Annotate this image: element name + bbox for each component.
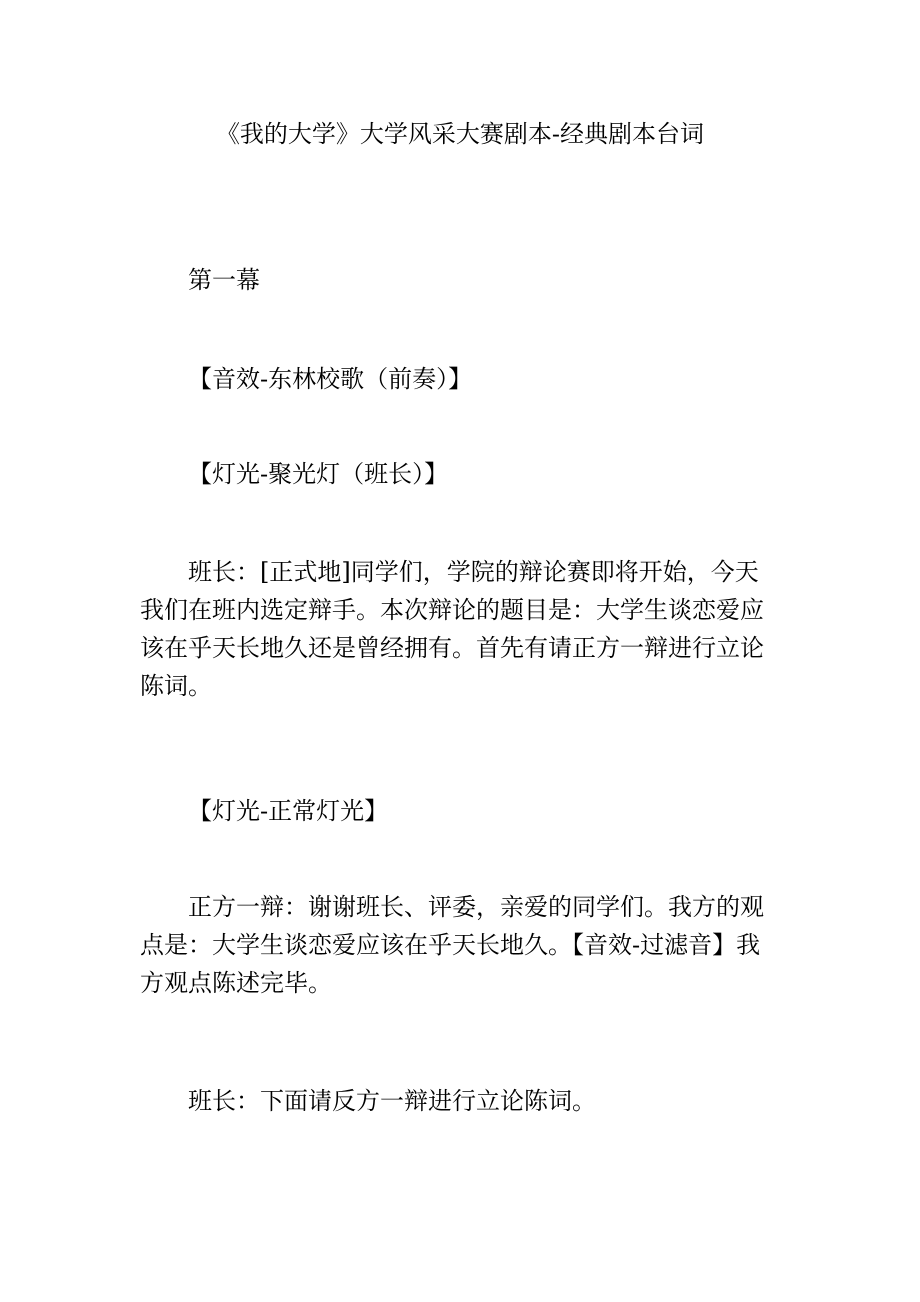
act-heading: 第一幕 (188, 266, 260, 294)
dialogue-class-monitor-opening: 班长：[正式地]同学们，学院的辩论赛即将开始，今天我们在班内选定辩手。本次辩论的题目是：大学生谈恋爱应该在乎天长地久还是曾经拥有。首先有请正方一辩进行立论陈词。 (140, 558, 764, 700)
dialogue-affirmative-first-speaker: 正方一辩：谢谢班长、评委，亲爱的同学们。我方的观点是：大学生谈恋爱应该在乎天长地久。【音效-过滤音】我方观点陈述完毕。 (140, 893, 764, 997)
stage-direction-normal-light: 【灯光-正常灯光】 (188, 797, 389, 825)
dialogue-class-monitor-next: 班长：下面请反方一辩进行立论陈词。 (188, 1087, 596, 1115)
document-title: 《我的大学》大学风采大赛剧本-经典剧本台词 (215, 120, 705, 148)
stage-direction-spotlight: 【灯光-聚光灯（班长）】 (188, 460, 449, 488)
stage-direction-sound: 【音效-东林校歌（前奏）】 (188, 365, 473, 393)
